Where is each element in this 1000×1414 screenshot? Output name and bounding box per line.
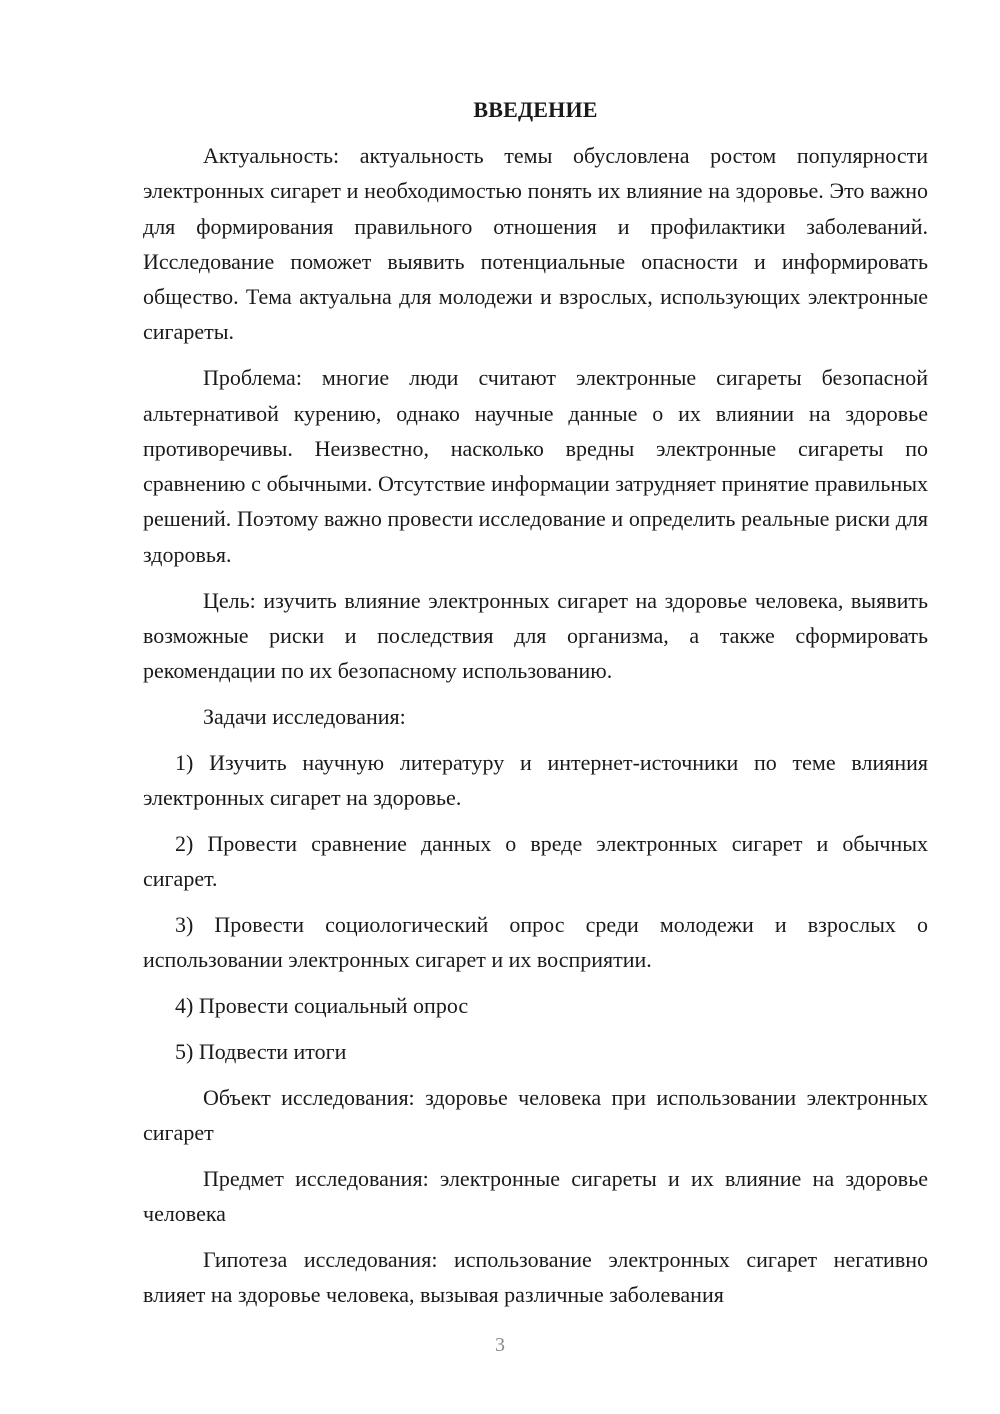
tasks-heading: Задачи исследования: [203, 703, 406, 729]
document-page [143, 92, 928, 1323]
page-number: 3 [495, 1334, 505, 1356]
paragraph-goal: Цель: изучить влияние электронных сигарет на здоровье человека, выявить возможные риски и последствия для организма, а также сформировать рекомендации по их безопасному использованию. [143, 587, 928, 684]
paragraph-relevance: Актуальность: актуальность темы обусловлена ростом популярности электронных сигарет и необходимостью понять их влияние на здоровье. Это важно для формирования правильного отношения и профилактики заболеваний. Исследование поможет выявить потенциальные опасности и информировать общество. Тема актуальна для молодежи и взрослых, использующих электронные сигареты. [143, 143, 928, 345]
paragraph-hypothesis: Гипотеза исследования: использование электронных сигарет негативно влияет на здоровье человека, вызывая различные заболевания [143, 1246, 928, 1308]
list-item-task-1: 1) Изучить научную литературу и интернет-источники по теме влияния электронных сигарет на здоровье. [143, 749, 928, 811]
paragraph-problem: Проблема: многие люди считают электронные сигареты безопасной альтернативой курению, однако научные данные о их влиянии на здоровье противоречивы. Неизвестно, насколько вредны электронные сигареты по сравнению с обычными. Отсутствие информации затрудняет принятие правильных решений. Поэтому важно провести исследование и определить реальные риски для здоровья. [143, 365, 928, 567]
list-item-task-4: 4) Провести социальный опрос [175, 993, 469, 1019]
paragraph-subject: Предмет исследования: электронные сигареты и их влияние на здоровье человека [143, 1165, 928, 1227]
page-title: ВВЕДЕНИЕ [473, 97, 598, 122]
list-item-task-5: 5) Подвести итоги [175, 1038, 347, 1064]
list-item-task-3: 3) Провести социологический опрос среди молодежи и взрослых о использовании электронных сигарет и их восприятии. [143, 911, 928, 973]
list-item-task-2: 2) Провести сравнение данных о вреде электронных сигарет и обычных сигарет. [143, 830, 928, 892]
paragraph-object: Объект исследования: здоровье человека при использовании электронных сигарет [143, 1084, 928, 1145]
